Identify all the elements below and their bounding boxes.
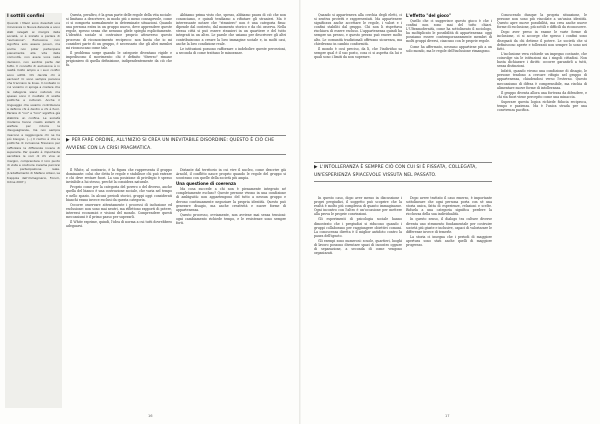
- left-col2-top: [176, 13, 286, 130]
- pullquote-text: PER FARE ORDINE, ALL'INIZIO SI CREA UN INEVITABILE DISORDINE: QUESTO È CIÒ CHE AVVIENE CON LA CRISI PRAGMATICA.: [66, 138, 275, 151]
- page-number-right: 17: [445, 414, 450, 418]
- paragraph: L'inclusione vera richiede un impegno costante, che coinvolge sia le istituzioni sia i singoli cittadini. Non basta dichiarare i diritti: occorre garantirli a tutti, senza distinzioni.: [497, 51, 587, 69]
- right-col3: [497, 13, 587, 408]
- section-heading: Una questione di coerenza: [176, 181, 236, 187]
- right-col1-top: [314, 13, 402, 158]
- paragraph: Gli esperimenti di psicologia sociale hanno dimostrato che i pregiudizi si riducono quando i gruppi collaborano per raggiungere obiettivi comuni. La conoscenza diretta è il miglior antidoto contro la paura dell'ignoto.: [314, 217, 402, 238]
- paragraph: Il problema sorge quando le categorie diventano rigide e impediscono il movimento: chi è definito "diverso" rimane prigioniero di quella definizione, indipendentemente da ciò che fa.: [66, 50, 172, 68]
- paragraph: Dopo avere trattato il caso emerso, è importante sottolineare che ogni persona porta con sé una storia unica, fatta di esperienze, relazioni e scelte. Ridurla a una categoria significa perdere la ricchezza della sua individualità.: [406, 196, 492, 217]
- paragraph: Superare questa logica richiede fiducia reciproca, tempo e pazienza. Ma è l'unica strada per una convivenza pacifica.: [497, 99, 587, 113]
- right-pullquote: [314, 162, 492, 182]
- right-col1-bottom: [314, 196, 402, 404]
- paragraph: Infatti, quando vivono una condizione di disagio, le persone tendono a cercare rifugio nel gruppo di appartenenza, chiudendosi verso l'esterno. Questo meccanismo di difesa è comprensibile, ma rischia di alimentare nuove forme di intolleranza.: [497, 69, 587, 90]
- paragraph: Distante dal territorio in cui vive il nucleo, come descrive già Arnold, il conflitto nasce proprio quando le regole del gruppo si scontrano con quelle della società più ampia.: [176, 168, 286, 181]
- paragraph: Ma cosa succede a chi non è pienamente integrato né completamente escluso? Queste persone vivono in una condizione di ambiguità: non appartengono del tutto a nessun gruppo e devono continuamente negoziare la propria identità. Questo può generare disagio, ma anche creatività e nuove forme di appartenenza.: [176, 187, 286, 212]
- paragraph: Proprio come per la categoria del povero o del diverso, anche quella del bianco è una costruzione sociale, che varia nel tempo e nello spazio. In alcuni periodi storici, gruppi oggi considerati bianchi erano invece esclusi da questa categoria.: [66, 185, 172, 202]
- right-col2-bottom: [406, 196, 492, 404]
- quote-arrow-icon: ▶: [314, 165, 318, 170]
- paragraph: Le istituzioni possono rafforzare o indebolire queste percezioni, a seconda di come trattano le minoranze.: [176, 46, 286, 55]
- paragraph: Come ha affermato, nessuno appartiene più a un solo mondo, ma le regole dell'inclusione rimangono.: [406, 44, 492, 53]
- paragraph: Il White, al contrario, è la figura che rappresenta il gruppo dominante: colui che detta le regole e stabilisce chi può entrare e chi deve restare fuori. La sua posizione di privilegio è spesso invisibile a lui stesso, perché la considera naturale.: [66, 168, 172, 185]
- paragraph: Conoscendo dunque la propria situazione, le persone non sono più vincolate a un'unica identità. Questo apre nuove possibilità, ma crea anche nuove forme di esclusione, più sottili e difficili da riconoscere.: [497, 13, 587, 30]
- paragraph: In questo senso, il dialogo tra culture diverse diventa uno strumento fondamentale per costruire società più giuste e inclusive, capaci di valorizzare le differenze invece di temerle.: [406, 217, 492, 234]
- left-col1-top: [66, 13, 172, 130]
- paragraph: Occorre osservare attentamente i processi di inclusione ed esclusione: non sono mai neutri, ma riflettono rapporti di potere, interessi economici e visioni del mondo. Comprendere questi meccanismi è il primo passo per superarli.: [66, 202, 172, 220]
- left-pullquote: [66, 135, 286, 155]
- paragraph: Questo processo, ovviamente, non avviene mai senza tensioni: ogni cambiamento richiede tempo, e le resistenze sono sempre forti.: [176, 212, 286, 226]
- paragraph: Questa, peraltro, è la gran parte delle regole della vita sociale: si limitano a descrivere, in modo più o meno consapevole, come ci si comporta normalmente in determinate situazioni. Quando una persona entra in un gruppo nuovo, deve apprendere queste regole, spesso senza che nessuno gliele spieghi esplicitamente. L'identità sociale si costruisce proprio attraverso questo processo di riconoscimento reciproco: non basta che io mi consideri parte di un gruppo, è necessario che gli altri membri mi riconoscano come tale.: [66, 13, 172, 50]
- paragraph: Gli esempi sono numerosi: scuole, quartieri, luoghi di lavoro possono diventare spazi di incontro oppure di separazione, a seconda di come vengono organizzati.: [314, 238, 402, 256]
- paragraph: Abbiamo prima visto che, spesso, abbiamo paura di ciò che non conosciamo, e quindi tendiamo a rifiutare gli stranieri. Ma è interessante notare che "straniero" non è una categoria fissa: dipende dal contesto, dal momento storico e da chi osserva. Nella stessa città si può essere stranieri in un quartiere e del tutto integrati in un altro. Le parole che usiamo per descrivere gli altri contribuiscono a creare la loro immagine sociale e, in molti casi, anche la loro condizione reale.: [176, 13, 286, 46]
- paragraph: Quando si apparteneva alla cerchia degli eletti, ci si sentiva protetti e rappresentati. Ma appartenere significava anche accettare le regole, i valori e i confini stabiliti dal gruppo. Chi non li rispettava rischiava di essere escluso. L'appartenenza quindi ha sempre un prezzo, e questo prezzo può essere molto alto. Le comunità tradizionali offrivano sicurezza, ma chiedevano in cambio conformità.: [314, 13, 402, 46]
- right-col2-top: [406, 13, 492, 158]
- pullquote-text: L'INTOLLERANZA È SEMPRE CIÒ CON CUI SI È FISSATA, COLLEGATA, UN'ESPERIENZA SPIACEVOLE VISSUTA NEL PASSATO.: [314, 165, 477, 178]
- paragraph: Il White esprime, quindi, l'idea di norma a cui tutti dovrebbero adeguarsi.: [66, 220, 172, 229]
- sidebar-body: Quando i Maori sono diventati una minoranza in Nuova Zelanda e sono stati relegati ai margini della società, si è iniziato a parlare di "esclusione". Esclusione non significa solo essere poveri, ma anche non poter partecipare pienamente alla vita della comunità, non avere voce nelle decisioni, non sentirsi parte del tutto. Il concetto di esclusione è in realtà molto ampio e i suoi confini sono sottili. Chi decide chi è escluso? Ci sono sempre persone che tracciano le linee. Il contesto in cui viviamo ci spinge a credere che le categorie siano naturali, ma spesso sono il risultato di scelte politiche e culturali. Anche il linguaggio che usiamo contribuisce a definire chi è dentro e chi è fuori. Parlare di "noi" e "loro" significa già stabilire un confine. Le società moderne hanno creato sistemi di welfare per ridurre le disuguaglianze, ma non sempre riescono a raggiungere chi ne ha più bisogno. (...) Il rischio è che le politiche di inclusione finiscano per rafforzare le differenze invece di superarle. Per questo è importante ascoltare le voci di chi vive ai margini, comprendere il loro punto di vista e costruire insieme percorsi di partecipazione reale. (L'adattamento di Stefano Allievi, Le trappole dell'immaginario, Forum, Udine 2007.): [7, 21, 60, 184]
- paragraph: Il mondo è così preciso, da lì, che l'individuo sa sempre qual è il suo posto, cosa ci si aspetta da lui e quali sono i limiti da non superare.: [314, 46, 402, 59]
- sidebar-title: I sottili confini: [7, 14, 45, 19]
- paragraph: La storia ci insegna che i periodi di maggiore apertura sono stati anche quelli di maggiore progresso.: [406, 234, 492, 248]
- sidebar-box: [5, 13, 62, 408]
- left-col1-bottom: [66, 168, 172, 404]
- left-col2-bottom: [176, 168, 286, 404]
- paragraph: Il gruppo diventa allora una fortezza da difendere, e chi sta fuori viene percepito come una minaccia.: [497, 90, 587, 99]
- section-heading: L'effetto "del gioco": [406, 13, 452, 18]
- right-page: [300, 0, 600, 424]
- paragraph: In questo caso, dopo aver messo in discussione i propri pregiudizi, il soggetto può scoprire che la realtà è molto più complessa di quanto immaginasse. Ogni incontro con l'altro è un'occasione per mettere alla prova le proprie convinzioni.: [314, 196, 402, 217]
- page-number-left: 16: [148, 414, 153, 418]
- paragraph: Quello che ci suggerisce questo gioco è che i confini non sono mai del tutto chiari. L'Ultramodernità, come ha sottolineato il sociologo, ha moltiplicato le possibilità di appartenenza: oggi possiamo essere contemporaneamente membri di molti gruppi diversi, ciascuno con le proprie regole.: [406, 19, 492, 44]
- quote-arrow-icon: ▶: [66, 138, 70, 143]
- paragraph: Dopo aver preso in esame le varie forme di inclusione, ci si accorge che spesso i confini sono disegnati da chi detiene il potere. Le società che si definiscono aperte e tolleranti non sempre lo sono nei fatti.: [497, 30, 587, 51]
